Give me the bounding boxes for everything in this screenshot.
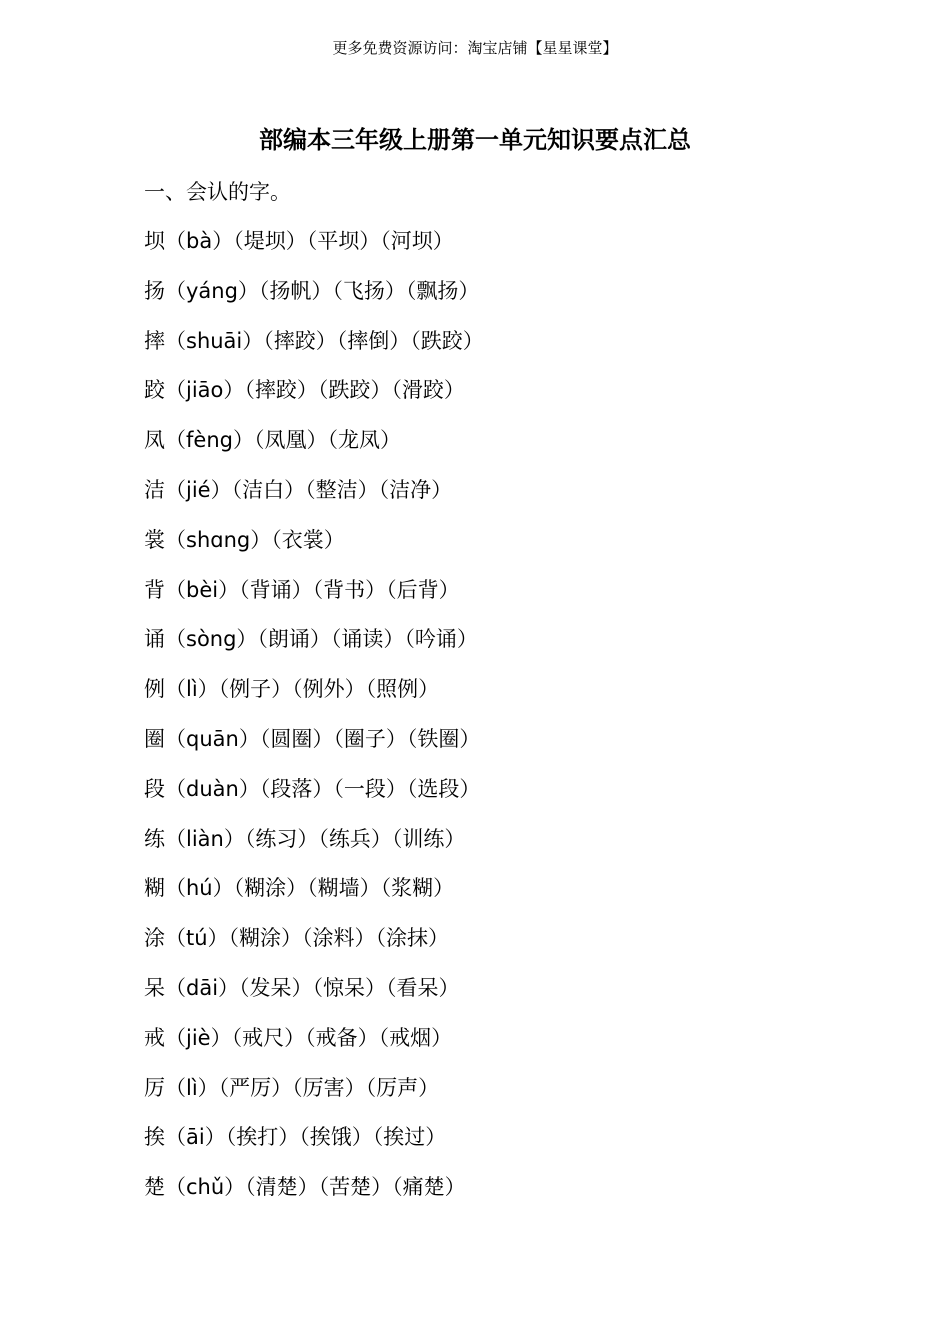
page-header: 更多免费资源访问：淘宝店铺【星星课堂】 — [332, 39, 618, 57]
character-row: 糊（hú）（糊涂）（糊墙）（浆糊） — [144, 876, 455, 901]
section-heading: 一、会认的字。 — [144, 180, 291, 204]
character-row: 楚（chǔ）（清楚）（苦楚）（痛楚） — [144, 1175, 466, 1200]
character-list — [144, 225, 864, 1221]
character-row: 练（liàn）（练习）（练兵）（训练） — [144, 826, 466, 851]
character-row: 坝（bà）（堤坝）（平坝）（河坝） — [144, 229, 454, 253]
character-row: 挨（āi）（挨打）（挨饿）（挨过） — [144, 1125, 447, 1150]
character-row: 例（lì）（例子）（例外）（照例） — [144, 677, 440, 702]
character-row: 呆（dāi）（发呆）（惊呆）（看呆） — [144, 975, 460, 1000]
document-title: 部编本三年级上册第一单元知识要点汇总 — [259, 126, 691, 154]
character-row: 扬（yáng）（扬帆）（飞扬）（飘扬） — [144, 278, 480, 303]
character-row: 诵（sòng）（朗诵）（诵读）（吟诵） — [144, 627, 478, 652]
character-row: 跤（jiāo）（摔跤）（跌跤）（滑跤） — [144, 378, 465, 403]
character-row: 裳（shɑng）（衣裳） — [144, 527, 345, 552]
character-row: 戒（jiè）（戒尺）（戒备）（戒烟） — [144, 1025, 453, 1050]
character-row: 摔（shuāi）（摔跤）（摔倒）（跌跤） — [144, 328, 484, 353]
character-row: 圈（quān）（圆圈）（圈子）（铁圈） — [144, 726, 481, 751]
character-row: 背（bèi）（背诵）（背书）（后背） — [144, 577, 460, 602]
character-row: 段（duàn）（段落）（一段）（选段） — [144, 776, 481, 801]
character-row: 涂（tú）（糊涂）（涂料）（涂抹） — [144, 926, 450, 951]
character-row: 洁（jié）（洁白）（整洁）（洁净） — [144, 477, 453, 502]
character-row: 厉（lì）（严厉）（厉害）（厉声） — [144, 1075, 440, 1100]
character-row: 凤（fèng）（凤凰）（龙凤） — [144, 428, 401, 453]
